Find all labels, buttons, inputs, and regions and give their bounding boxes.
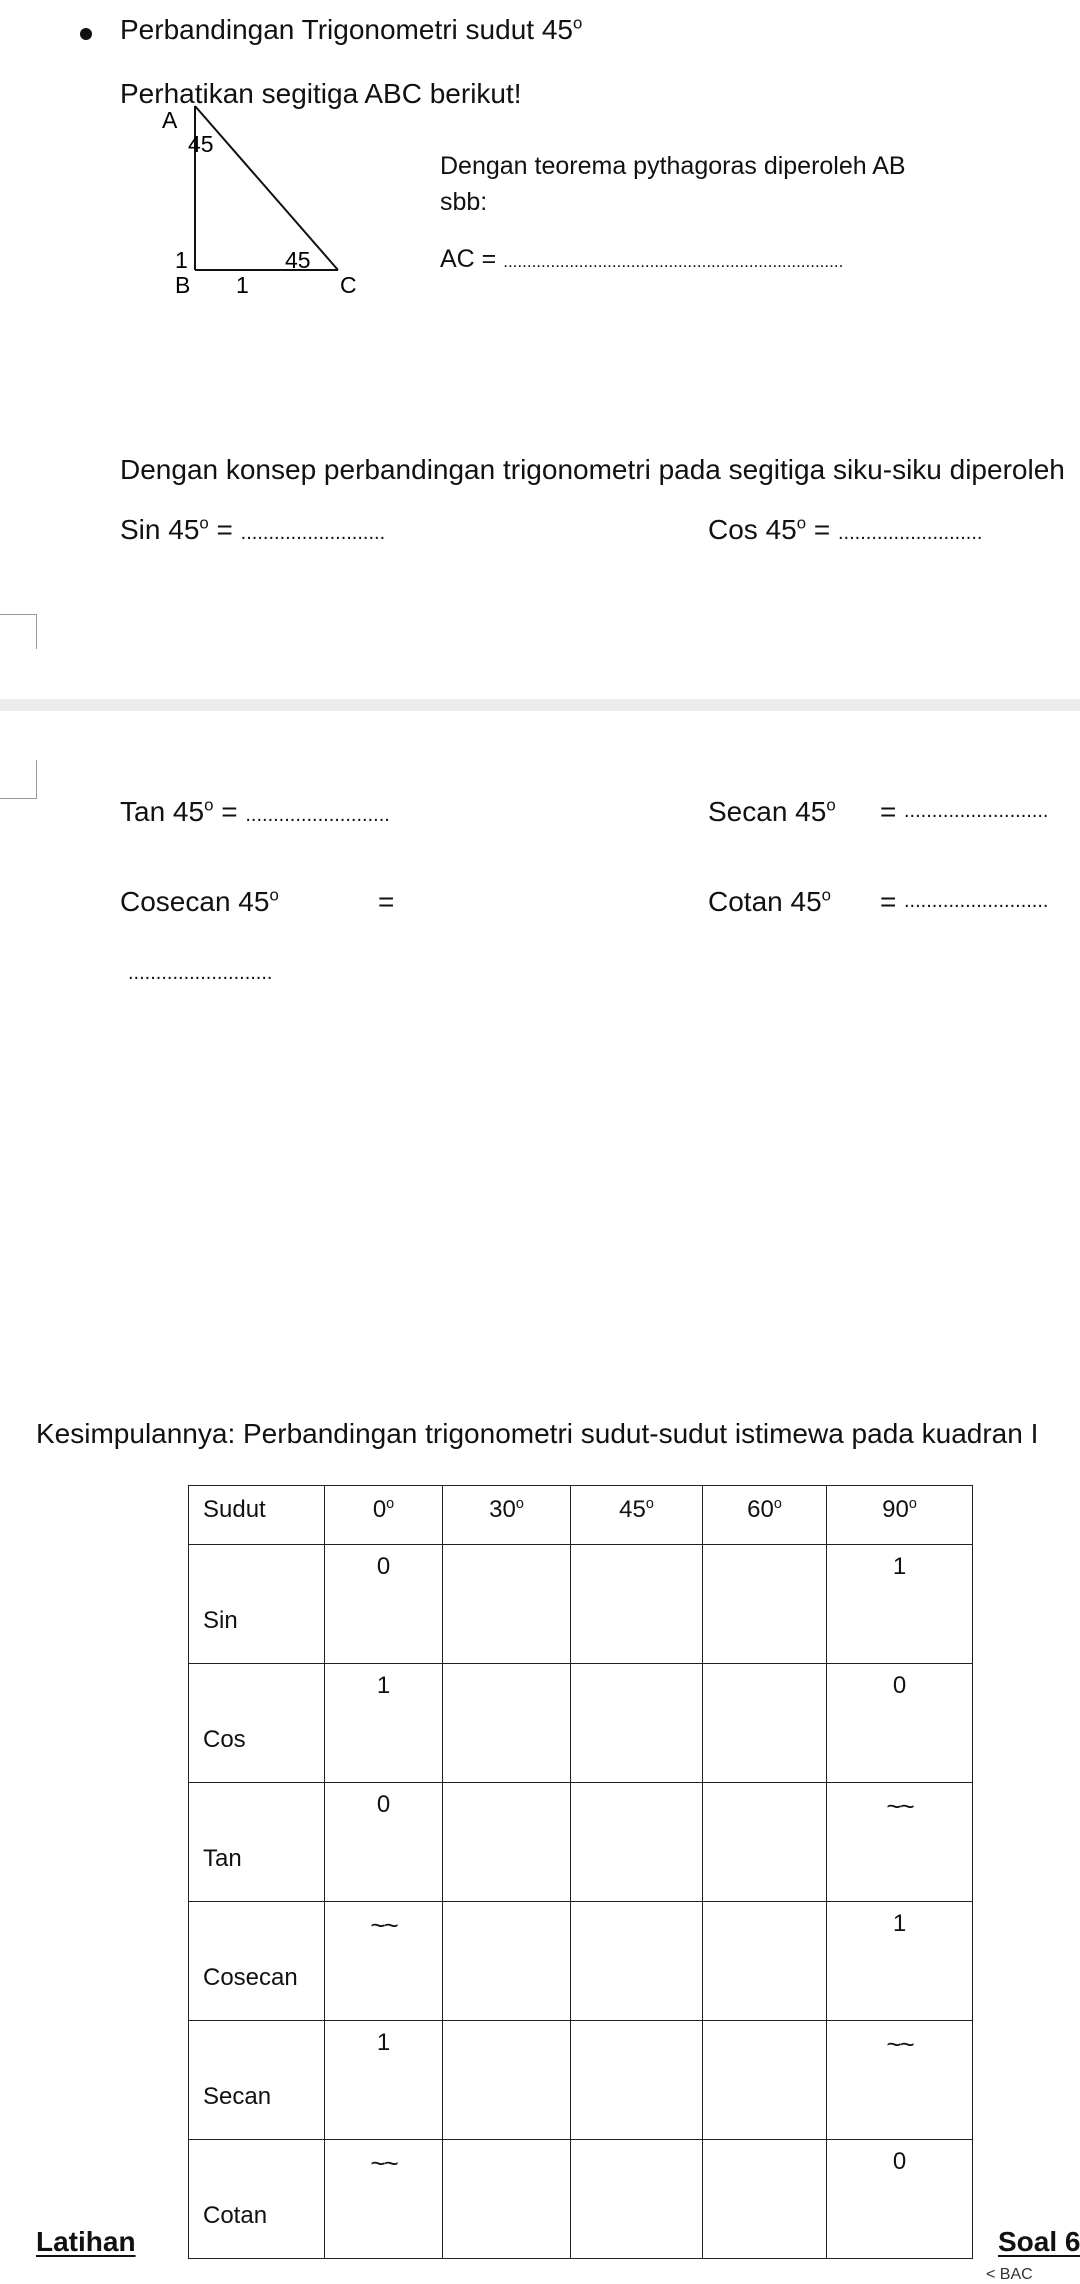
section-heading: Perbandingan Trigonometri sudut 45$^o$ (120, 13, 583, 45)
header-cell: 90$^o$ (827, 1486, 973, 1545)
header-cell: Sudut (189, 1486, 325, 1545)
intro-text: Perhatikan segitiga ABC berikut! (120, 78, 522, 109)
angle-c-label: 45 (285, 247, 311, 273)
infinity-symbol: ~~ (886, 1791, 913, 1821)
table-row: Secan 1 ~~ (189, 2021, 973, 2140)
secan-45-line: Secan 45$^o$ = .......................... (708, 795, 1049, 827)
side-bc-label: 1 (236, 272, 249, 298)
triangle-abc-figure (160, 100, 360, 300)
latihan-heading: Latihan (36, 2226, 136, 2257)
concept-text: Dengan konsep perbandingan trigonometri pada segitiga siku-siku diperoleh (120, 454, 1065, 485)
special-angles-table (188, 1485, 973, 2259)
infinity-symbol: ~~ (370, 1910, 397, 1940)
vertex-b-label: B (175, 272, 191, 298)
ac-answer-line: AC = ........................................................................ (440, 245, 844, 273)
bullet-dot (80, 28, 92, 40)
tan-45-line: Tan $45^o$ = .......................... (120, 795, 390, 827)
bac-fragment: < BAC (986, 2266, 1033, 2283)
cosecan-45-dots: .......................... (128, 962, 273, 984)
table-header-row (189, 1486, 973, 1545)
infinity-symbol: ~~ (886, 2029, 913, 2059)
table-row: Sin 0 1 (189, 1545, 973, 1664)
pythagoras-line-1: Dengan teorema pythagoras diperoleh AB (440, 152, 906, 180)
cosecan-45-line: Cosecan 45$^o$ = (120, 885, 395, 917)
conclusion-text: Kesimpulannya: Perbandingan trigonometri sudut-sudut istimewa pada kuadran I (36, 1418, 1039, 1449)
table-row: Cos 1 0 (189, 1664, 973, 1783)
vertex-a-label: A (162, 107, 178, 133)
cos-45-line: Cos $45^o$ = .......................... (708, 513, 983, 545)
header-cell: 0$^o$ (325, 1486, 443, 1545)
header-cell: 45$^o$ (571, 1486, 703, 1545)
cotan-45-line: Cotan 45$^o$ = .......................... (708, 885, 1049, 917)
pythagoras-line-2: sbb: (440, 188, 488, 216)
page-break (0, 699, 1080, 711)
header-cell: 60$^o$ (703, 1486, 827, 1545)
page-corner-mark-top (0, 614, 37, 649)
page-corner-mark-bottom (0, 760, 37, 799)
header-cell: 30$^o$ (443, 1486, 571, 1545)
angle-a-label: 45 (188, 131, 214, 157)
infinity-symbol: ~~ (370, 2148, 397, 2178)
table-row: Tan 0 ~~ (189, 1783, 973, 1902)
sin-45-line: Sin $45^o$ = .......................... (120, 513, 386, 545)
side-ab-label: 1 (175, 247, 188, 273)
soal-heading: Soal 6 (998, 2226, 1080, 2257)
table-row: Cosecan ~~ 1 (189, 1902, 973, 2021)
vertex-c-label: C (340, 272, 357, 298)
table-row: Cotan ~~ 0 (189, 2140, 973, 2259)
